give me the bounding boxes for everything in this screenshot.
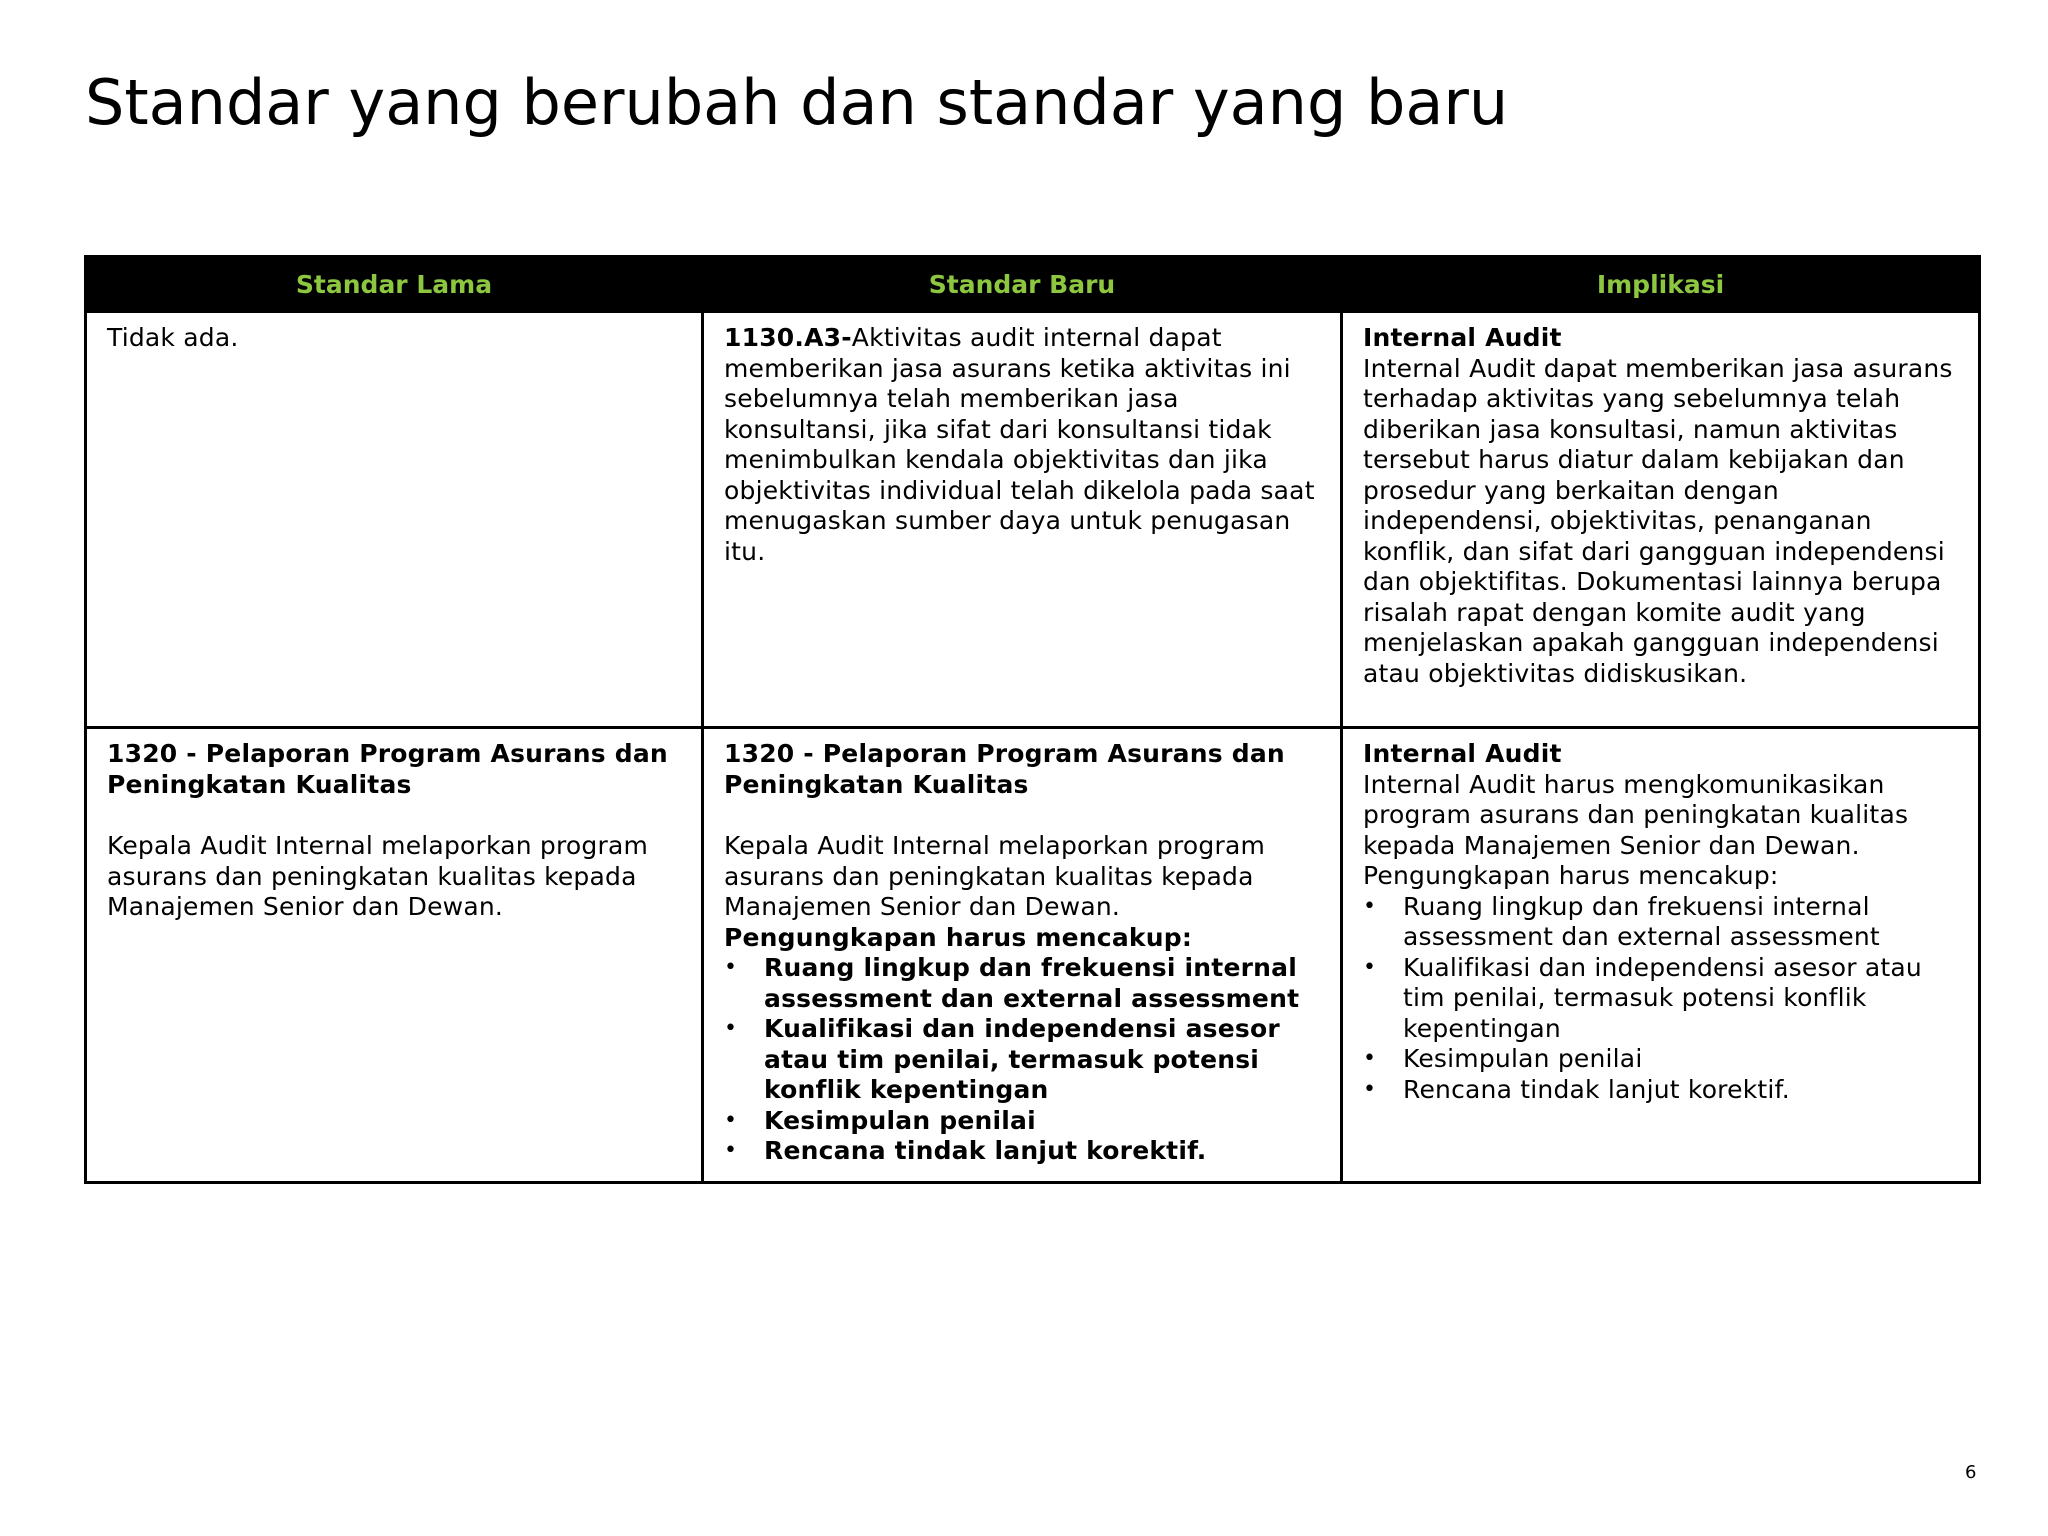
cell-implikasi-2 [1342, 728, 1980, 1183]
baru-2-text: Kepala Audit Internal melaporkan program asurans dan peningkatan kualitas kepada Manajemen Senior dan Dewan. [724, 831, 1266, 921]
implikasi-1-heading: Internal Audit [1363, 323, 1562, 352]
list-item: • Ruang lingkup dan frekuensi internal assessment dan external assessment [724, 953, 1322, 1014]
cell-lama-1 [86, 312, 703, 728]
table-row [86, 728, 1980, 1183]
list-item: • Kualifikasi dan independensi asesor atau tim penilai, termasuk potensi konflik kepentingan [1363, 953, 1960, 1045]
standards-comparison-table [84, 255, 1981, 1184]
standard-code: 1130.A3- [724, 323, 852, 352]
header-implikasi: Implikasi [1342, 257, 1980, 312]
cell-lama-2 [86, 728, 703, 1183]
implikasi-2-heading: Internal Audit [1363, 739, 1562, 768]
baru-2-bullet-list [724, 953, 1322, 1167]
list-item: • Kualifikasi dan independensi asesor atau tim penilai, termasuk potensi konflik kepentingan [724, 1014, 1322, 1106]
cell-baru-2 [703, 728, 1342, 1183]
list-item: • Kesimpulan penilai [724, 1106, 1322, 1137]
lama-2-text: Kepala Audit Internal melaporkan program asurans dan peningkatan kualitas kepada Manajemen Senior dan Dewan. [107, 831, 649, 921]
implikasi-1-text: Internal Audit dapat memberikan jasa asurans terhadap aktivitas yang sebelumnya telah diberikan jasa konsultasi, namun aktivitas tersebut harus diatur dalam kebijakan dan prosedur yang berkaitan dengan independensi, objektivitas, penanganan konflik, dan sifat dari gangguan independensi dan objektifitas. Dokumentasi lainnya berupa risalah rapat dengan komite audit yang menjelaskan apakah gangguan independensi atau objektivitas didiskusikan. [1363, 353, 1953, 688]
lama-1-text: Tidak ada. [107, 323, 239, 352]
cell-baru-1 [703, 312, 1342, 728]
page-title: Standar yang berubah dan standar yang baru [85, 66, 1509, 139]
baru-2-list-intro: Pengungkapan harus mencakup: [724, 922, 1193, 952]
implikasi-2-list-intro: Pengungkapan harus mencakup: [1363, 861, 1779, 890]
table-header-row [86, 257, 1980, 312]
list-item: • Kesimpulan penilai [1363, 1044, 1960, 1075]
list-item: • Rencana tindak lanjut korektif. [1363, 1075, 1960, 1106]
list-item: • Rencana tindak lanjut korektif. [724, 1136, 1322, 1167]
implikasi-2-bullet-list [1363, 892, 1960, 1106]
page-number: 6 [1965, 1462, 1977, 1483]
baru-2-heading: 1320 - Pelaporan Program Asurans dan Peningkatan Kualitas [724, 739, 1285, 799]
implikasi-2-text: Internal Audit harus mengkomunikasikan program asurans dan peningkatan kualitas kepada Manajemen Senior dan Dewan. [1363, 769, 1909, 860]
lama-2-heading: 1320 - Pelaporan Program Asurans dan Peningkatan Kualitas [107, 739, 668, 799]
baru-1-text: Aktivitas audit internal dapat memberikan jasa asurans ketika aktivitas ini sebelumnya telah memberikan jasa konsultansi, jika sifat dari konsultansi tidak menimbulkan kendala objektivitas dan jika objektivitas individual telah dikelola pada saat menugaskan sumber daya untuk penugasan itu. [724, 323, 1315, 566]
cell-implikasi-1 [1342, 312, 1980, 728]
table-row [86, 312, 1980, 728]
list-item: • Ruang lingkup dan frekuensi internal assessment dan external assessment [1363, 892, 1960, 953]
header-standar-lama: Standar Lama [86, 257, 703, 312]
header-standar-baru: Standar Baru [703, 257, 1342, 312]
